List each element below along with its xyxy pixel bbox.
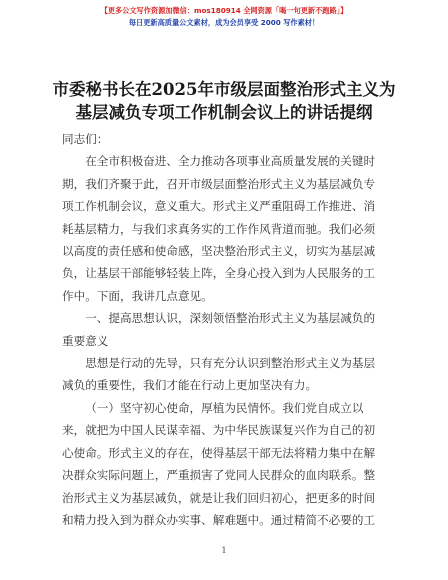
title-line-2: 基层减负专项工作机制会议上的讲话提纲: [75, 103, 373, 122]
ad-banner-line-2: 每日更新高质量公文素材，成为会员享受 2000 写作素材！: [128, 18, 320, 27]
ad-banner: [0, 6, 448, 28]
paragraph-line: 期，我们齐聚于此，召开市级层面整治形式主义为基层减负专: [62, 176, 376, 191]
paragraph-line: 心使命。形式主义的存在，使得基层干部无法将精力集中在解: [62, 445, 376, 460]
paragraph-line: 以高度的责任感和使命感，坚决整治形式主义，切实为基层减: [62, 244, 376, 259]
section-heading-1: [62, 307, 388, 352]
paragraph-line: 减负的重要性，我们才能在行动上更加坚决有力。: [62, 378, 318, 393]
paragraph-line: 和精力投入到为群众办实事、解难题中。通过精简不必要的工: [62, 512, 376, 527]
page-number: 1: [221, 546, 227, 555]
heading-line: 一、提高思想认识，深刻领悟整治形式主义为基层减负的: [85, 311, 376, 326]
paragraph-line: 作中。下面，我讲几点意见。: [62, 288, 213, 303]
paragraph-intro: [62, 150, 388, 307]
salutation: [62, 128, 388, 150]
paragraph-thought: [62, 352, 388, 397]
heading-line: 重要意义: [62, 333, 109, 348]
paragraph-line: 治形式主义为基层减负，就是让我们回归初心，把更多的时间: [62, 490, 376, 505]
paragraph-line: 决群众实际问题上，严重损害了党同人民群众的血肉联系。整: [62, 468, 376, 483]
salutation-text: 同志们：: [62, 132, 109, 146]
document-body: [62, 128, 388, 531]
title-line-1: 市委秘书长在2025年市级层面整治形式主义为: [52, 80, 396, 99]
paragraph-line: 在全市积极奋进、全力推动各项事业高质量发展的关键时: [85, 154, 376, 169]
paragraph-line: 思想是行动的先导，只有充分认识到整治形式主义为基层: [85, 356, 376, 371]
paragraph-subsection-1: [62, 397, 388, 531]
paragraph-line: （一）坚守初心使命，厚植为民情怀。我们党自成立以: [85, 400, 364, 415]
paragraph-line: 项工作机制会议，意义重大。形式主义严重阻碍工作推进、消: [62, 199, 376, 214]
paragraph-line: 负，让基层干部能够轻装上阵，全身心投入到为人民服务的工: [62, 266, 376, 281]
ad-banner-line-1: 【更多公文写作资源加微信：mos180914 全网资源「喝一句更新不跑路」】: [100, 6, 348, 15]
document-title: [0, 78, 448, 124]
paragraph-line: 来，就把为中国人民谋幸福、为中华民族谋复兴作为自己的初: [62, 423, 376, 438]
paragraph-line: 耗基层精力，与我们求真务实的工作作风背道而驰。我们必须: [62, 221, 376, 236]
